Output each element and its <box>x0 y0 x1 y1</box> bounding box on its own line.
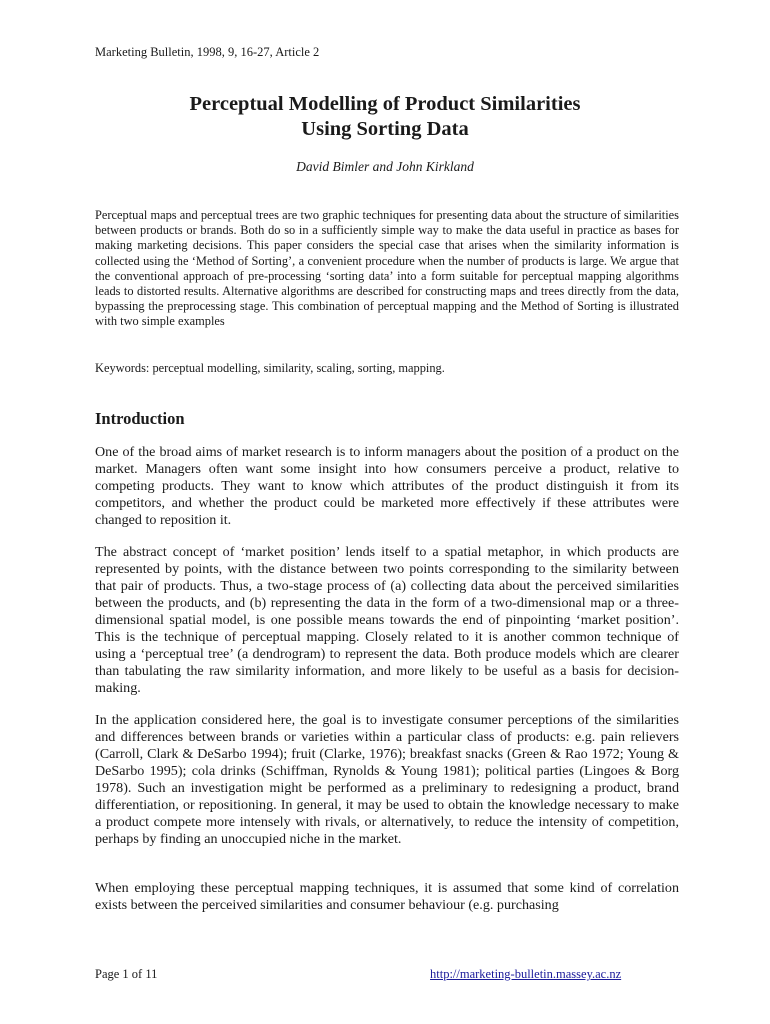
body-paragraph: In the application considered here, the goal is to investigate consumer perceptions of the similarities and differences between brands or varieties within a particular class of products: e.g. pain relievers (Carroll, Clark & DeSarbo 1994); fruit (Clarke, 1976); breakfast snacks (Green & Rao 1972; Young & DeSarbo 1995); cola drinks (Schiffman, Rynolds & Young 1981); political parties (Lingoes & Borg 1978). Such an investigation might be performed as a preliminary to redesigning a product, brand differentiation, or repositioning. In general, it may be used to obtain the knowledge necessary to make a product compete more intensely with rivals, or alternatively, to reduce the intensity of competition, perhaps by finding an unoccupied niche in the market. <box>95 712 679 847</box>
title-line-1: Perceptual Modelling of Product Similarities <box>189 93 581 115</box>
paper-title <box>0 92 770 142</box>
body-paragraph: One of the broad aims of market research is to inform managers about the position of a product on the market. Managers often want some insight into how consumers perceive a product, relative to competing products. They want to know which attributes of the product distinguish it from its competitors, and whether the product could be marketed more effectively if these attributes were changed to reposition it. <box>95 444 679 528</box>
body-paragraph: The abstract concept of ‘market position’ lends itself to a spatial metaphor, in which products are represented by points, with the distance between two points corresponding to the similarity between that pair of products. Thus, a two-stage process of (a) collecting data about the perceived similarities between the products, and (b) representing the data in the form of a two-dimensional map or a three-dimensional spatial model, is one possible means towards the end of pinpointing ‘market position’. This is the technique of perceptual mapping. Closely related to it is another common technique of using a ‘perceptual tree’ (a dendrogram) to represent the data. Both produce models which are clearer than tabulating the raw similarity information, and more likely to be useful as a basis for decision-making. <box>95 544 679 696</box>
title-line-2: Using Sorting Data <box>301 118 469 140</box>
body-paragraph: When employing these perceptual mapping techniques, it is assumed that some kind of correlation exists between the perceived similarities and consumer behaviour (e.g. purchasing <box>95 880 679 913</box>
section-heading-introduction: Introduction <box>95 409 185 428</box>
author-list: David Bimler and John Kirkland <box>296 159 474 174</box>
page-number: Page 1 of 11 <box>95 967 158 981</box>
running-header: Marketing Bulletin, 1998, 9, 16-27, Article 2 <box>95 45 320 59</box>
abstract: Perceptual maps and perceptual trees are two graphic techniques for presenting data about the structure of similarities between products or brands. Both do so in a sufficiently simple way to make the data useful in practice as bases for making marketing decisions. This paper considers the special case that arises when the similarity information is collected using the ‘Method of Sorting’, a convenient procedure when the number of products is large. We argue that the conventional approach of pre-processing ‘sorting data’ into a form suitable for perceptual mapping algorithms leads to distorted results. Alternative algorithms are described for constructing maps and trees directly from the data, bypassing the preprocessing stage. This combination of perceptual mapping and the Method of Sorting is illustrated with two simple examples <box>95 208 679 329</box>
keywords: Keywords: perceptual modelling, similarity, scaling, sorting, mapping. <box>95 361 445 375</box>
footer-url-link[interactable]: http://marketing-bulletin.massey.ac.nz <box>430 967 622 981</box>
